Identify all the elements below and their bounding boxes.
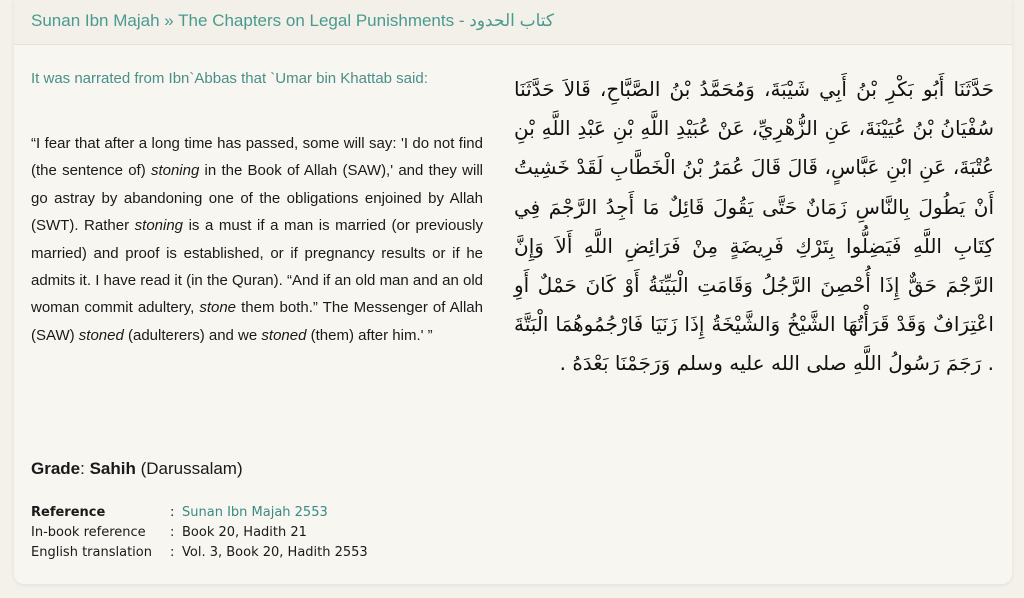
breadcrumb-book-arabic[interactable]: كتاب الحدود [469, 11, 554, 30]
hadith-header [14, 0, 1012, 45]
breadcrumb-collection-link[interactable]: Sunan Ibn Majah [31, 11, 160, 30]
reference-value-cell [182, 502, 368, 522]
reference-table [31, 502, 368, 562]
reference-label: English translation [31, 544, 152, 560]
reference-value: Vol. 3, Book 20, Hadith 2553 [182, 544, 368, 560]
reference-label: Reference [31, 504, 106, 520]
breadcrumb-book-link[interactable]: The Chapters on Legal Punishments [178, 11, 455, 30]
grade-value: Sahih [89, 459, 136, 478]
emphasized-term: stoning [134, 217, 184, 235]
grade-label: Grade [31, 459, 81, 478]
emphasized-term: stone [199, 299, 237, 317]
reference-row [31, 502, 368, 522]
hadith-text-segment: “I fear that after a long time has passed, some will say: 'I do not find (the sentence of) [31, 135, 483, 180]
breadcrumb-dash: - [458, 11, 465, 30]
reference-colon: : [170, 544, 175, 560]
reference-row [31, 542, 368, 562]
reference-link[interactable]: Sunan Ibn Majah 2553 [182, 504, 328, 520]
narrator-intro: It was narrated from Ibn`Abbas that `Umar bin Khattab said: [31, 70, 428, 87]
reference-value: Book 20, Hadith 21 [182, 524, 307, 540]
reference-value-cell [182, 522, 368, 542]
hadith-text-segment: in the Book of Allah (SAW),' and they will go astray by abandoning one of the obligations enjoined by Allah (SWT). Rather [31, 162, 484, 235]
hadith-text-segment: them both.” The Messenger of Allah (SAW) [31, 299, 483, 344]
reference-colon: : [170, 524, 175, 540]
reference-row [31, 522, 368, 542]
breadcrumb-separator: » [164, 11, 174, 30]
grade-colon: : [80, 459, 90, 478]
hadith-card [14, 0, 1012, 584]
hadith-text-segment: (them) after him.' ” [306, 326, 433, 344]
emphasized-term: stoned [261, 326, 307, 344]
reference-label: In-book reference [31, 524, 146, 540]
grade-line [31, 459, 243, 479]
grade-source: (Darussalam) [135, 459, 243, 478]
hadith-text-segment: (adulterers) and we [123, 326, 262, 344]
breadcrumb [31, 11, 554, 31]
emphasized-term: stoned [78, 326, 124, 344]
reference-colon: : [170, 504, 175, 520]
reference-value-cell [182, 542, 368, 562]
arabic-hadith-text: حَدَّثَنَا أَبُو بَكْرِ بْنُ أَبِي شَيْبَةَ، وَمُحَمَّدُ بْنُ الصَّبَّاحِ، قَالاَ حَدَّثَنَا سُفْيَانُ بْنُ عُيَيْنَةَ، عَنِ الزُّهْرِيِّ، عَنْ عُبَيْدِ اللَّهِ بْنِ عَبْدِ اللَّهِ بْنِ عُتْبَةَ، عَنِ ابْنِ عَبَّاسٍ، قَالَ قَالَ عُمَرُ بْنُ الْخَطَّابِ لَقَدْ خَشِيتُ أَنْ يَطُولَ بِالنَّاسِ زَمَانٌ حَتَّى يَقُولَ قَائِلٌ مَا أَجِدُ الرَّجْمَ فِي كِتَابِ اللَّهِ فَيَضِلُّوا بِتَرْكِ فَرِيضَةٍ مِنْ فَرَائِضِ اللَّهِ أَلاَ وَإِنَّ الرَّجْمَ حَقٌّ إِذَا أُحْصِنَ الرَّجُلُ وَقَامَتِ الْبَيِّنَةُ أَوْ كَانَ حَمْلٌ أَوِ اعْتِرَافٌ وَقَدْ قَرَأْتُهَا الشَّيْخُ وَالشَّيْخَةُ إِذَا زَنَيَا فَارْجُمُوهُمَا الْبَتَّةَ ‏.‏ رَجَمَ رَسُولُ اللَّهِ صلى الله عليه وسلم وَرَجَمْنَا بَعْدَهُ ‏. [514, 77, 994, 376]
hadith-text-segment: is a must if a man is married (or previously married) and proof is established, or if pregnancy results or if he admits it. I have read it (in the Quran). “And if an old man and an old woman commit adultery, [31, 217, 483, 317]
english-hadith-text [31, 130, 483, 349]
emphasized-term: stoning [150, 162, 200, 180]
